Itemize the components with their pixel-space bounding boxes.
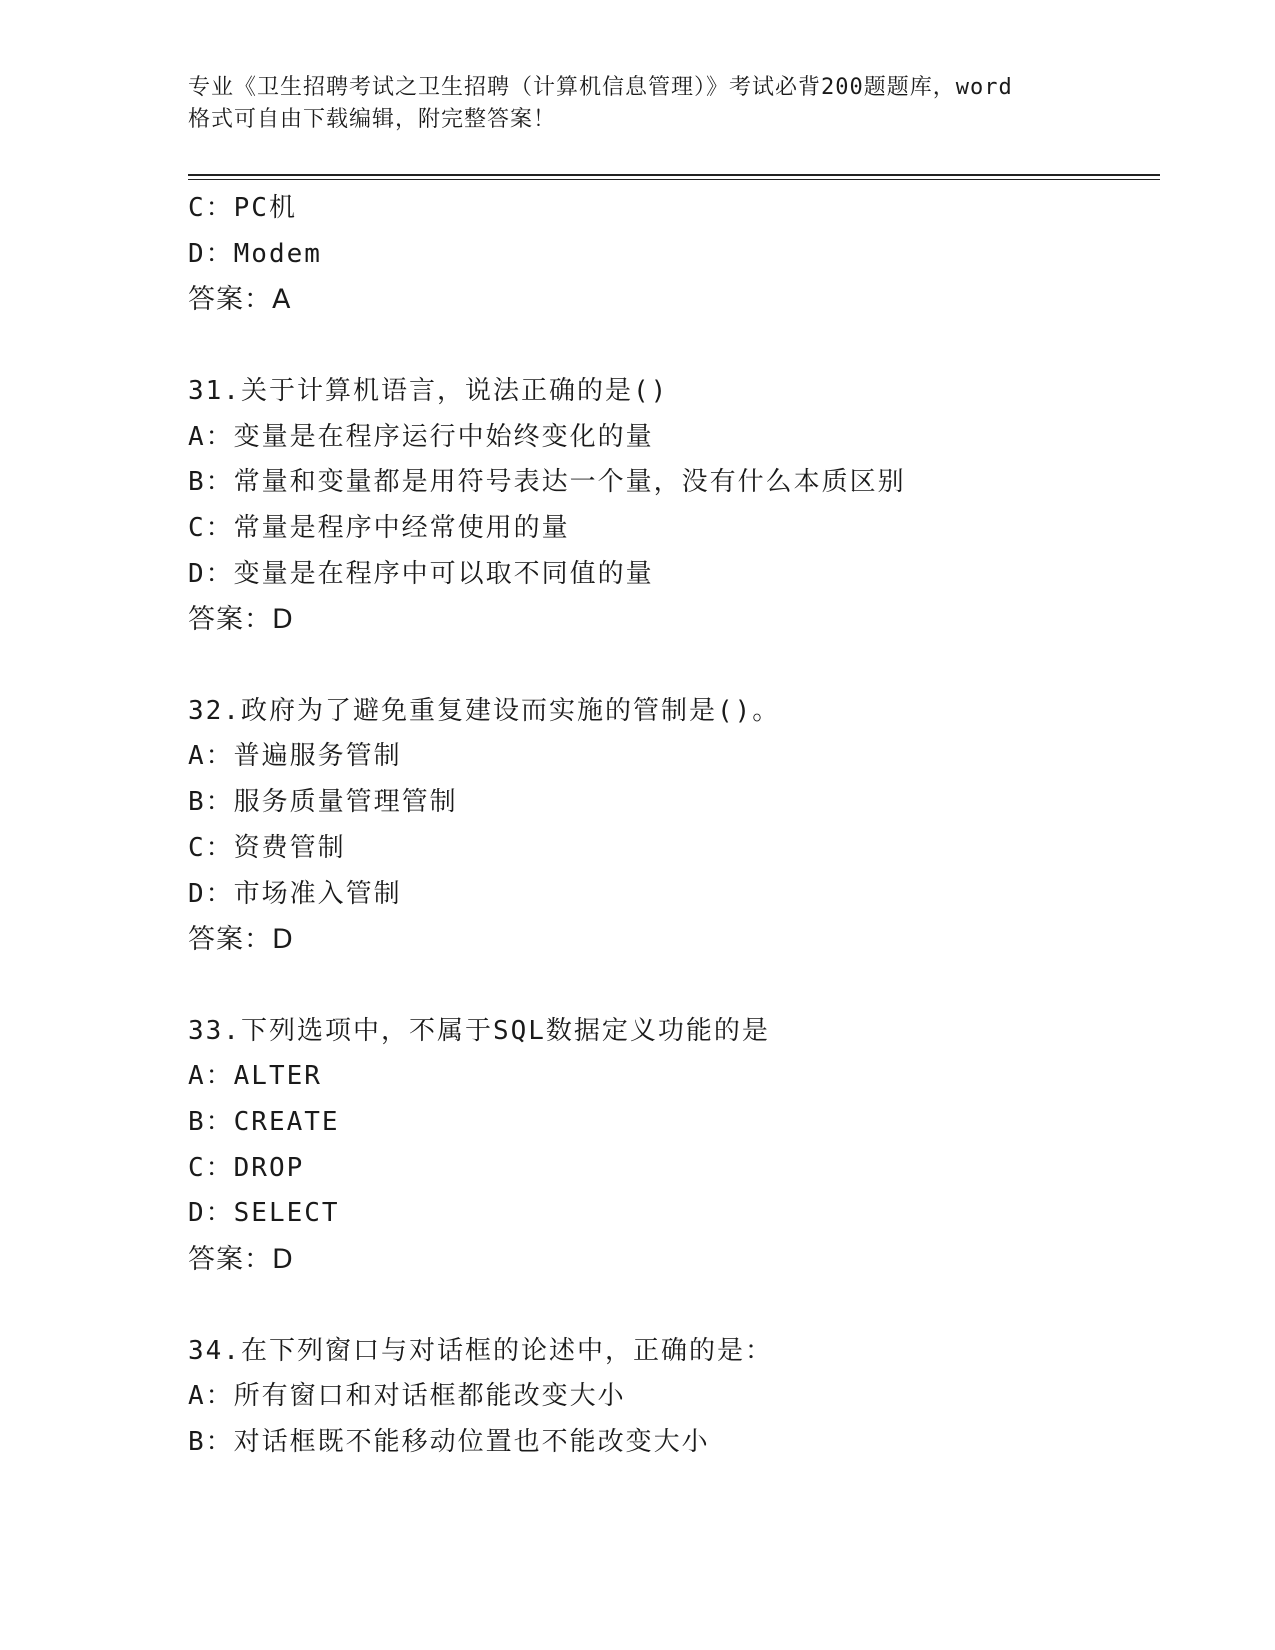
document-title-line-1: 专业《卫生招聘考试之卫生招聘（计算机信息管理）》考试必背200题题库，word xyxy=(188,75,1013,100)
option-a: A：变量是在程序运行中始终变化的量 xyxy=(188,421,654,452)
question-32 xyxy=(188,689,1158,963)
option-c: C：PC机 xyxy=(188,193,297,223)
option-b: B：CREATE xyxy=(188,1107,340,1138)
option-d: D：市场准入管制 xyxy=(188,878,402,909)
answer-line: 答案：D xyxy=(188,1244,294,1276)
document-page xyxy=(188,72,1158,1466)
answer-line: 答案：D xyxy=(188,924,294,956)
option-b: B：对话框既不能移动位置也不能改变大小 xyxy=(188,1426,710,1457)
divider-line-top xyxy=(188,174,1160,176)
header-divider xyxy=(188,174,1160,180)
question-text: 32.政府为了避免重复建设而实施的管制是()。 xyxy=(188,695,781,726)
option-c: C：资费管制 xyxy=(188,832,346,863)
answer-line: 答案：A xyxy=(188,284,292,316)
question-30-continued xyxy=(188,186,1158,323)
question-list xyxy=(188,186,1158,1466)
answer-line: 答案：D xyxy=(188,604,294,636)
option-a: A：普遍服务管制 xyxy=(188,741,402,772)
question-text: 31.关于计算机语言，说法正确的是() xyxy=(188,375,669,406)
document-title-line-2: 格式可自由下载编辑，附完整答案！ xyxy=(188,107,557,132)
question-text: 33.下列选项中，不属于SQL数据定义功能的是 xyxy=(188,1015,770,1046)
question-31 xyxy=(188,369,1158,643)
question-text: 34.在下列窗口与对话框的论述中，正确的是： xyxy=(188,1335,773,1366)
option-d: D：SELECT xyxy=(188,1198,340,1229)
option-b: B：常量和变量都是用符号表达一个量，没有什么本质区别 xyxy=(188,467,906,498)
option-d: D：Modem xyxy=(188,238,322,269)
option-c: C：DROP xyxy=(188,1152,305,1183)
option-c: C：常量是程序中经常使用的量 xyxy=(188,512,570,543)
option-b: B：服务质量管理管制 xyxy=(188,787,458,818)
question-34 xyxy=(188,1329,1158,1466)
option-d: D：变量是在程序中可以取不同值的量 xyxy=(188,558,654,589)
divider-line-bottom xyxy=(188,179,1160,181)
option-a: A：所有窗口和对话框都能改变大小 xyxy=(188,1381,626,1412)
option-a: A：ALTER xyxy=(188,1061,322,1092)
question-33 xyxy=(188,1009,1158,1283)
